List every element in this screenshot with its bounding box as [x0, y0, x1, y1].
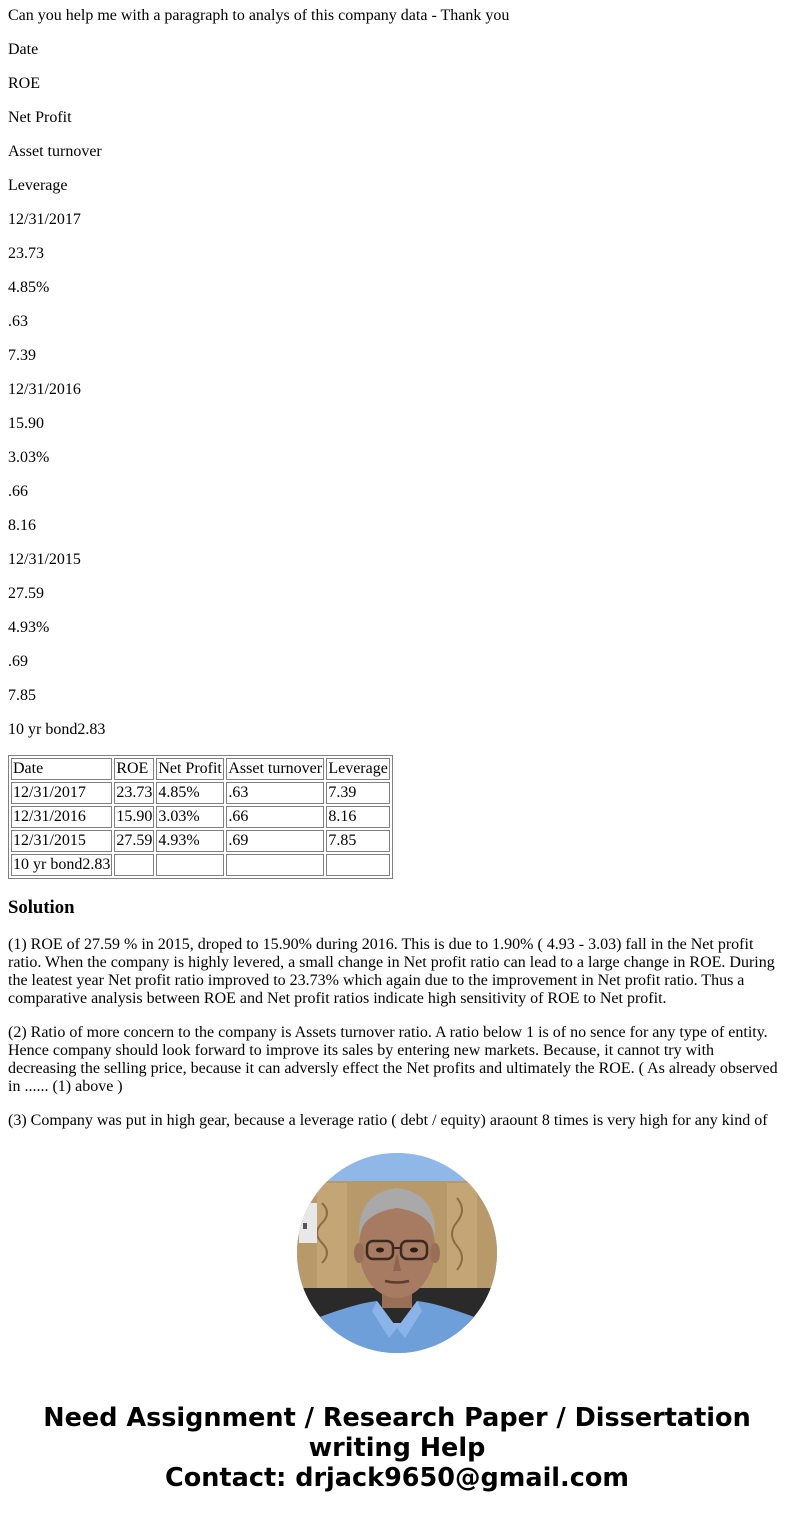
table-cell: 8.16	[326, 806, 390, 828]
solution-paragraph-3: (3) Company was put in high gear, because a leverage ratio ( debt / equity) araount 8 times is very high for any kind of	[8, 1112, 768, 1129]
plain-line: .69	[8, 653, 28, 670]
plain-line: 23.73	[8, 245, 44, 262]
table-cell: 27.59	[114, 830, 154, 852]
solution-section	[8, 897, 786, 1130]
header-cell-roe: ROE	[114, 758, 154, 780]
author-avatar	[297, 1153, 497, 1353]
solution-heading: Solution	[8, 897, 75, 918]
header-cell-net-profit: Net Profit	[156, 758, 224, 780]
plain-line: 3.03%	[8, 449, 50, 466]
table-cell: 12/31/2017	[11, 782, 112, 804]
solution-paragraph-1: (1) ROE of 27.59 % in 2015, droped to 15.90% during 2016. This is due to 1.90% ( 4.93 - 3.03) fall in the Net profit ratio. When the company is highly levered, a small change in Net profit ratio can lead to a large change in ROE. During the leatest year Net profit ratio improved to 23.73% which again due to the improvement in Net profit ratio. Thus a comparative analysis between ROE and Net profit ratios indicate high sensitivity of ROE to Net profit.	[8, 936, 775, 1007]
header-cell-leverage: Leverage	[326, 758, 390, 780]
plain-line: ROE	[8, 75, 40, 92]
header-cell-date: Date	[11, 758, 112, 780]
table-cell: 10 yr bond2.83	[11, 854, 112, 876]
promo-contact-email: Contact: drjack9650@gmail.com	[165, 1463, 629, 1493]
plain-line: 4.85%	[8, 279, 50, 296]
table-cell: 4.93%	[156, 830, 224, 852]
table-row	[11, 806, 390, 828]
table-cell: 12/31/2015	[11, 830, 112, 852]
table-row	[11, 830, 390, 852]
table-cell: .69	[226, 830, 324, 852]
table-header-row	[11, 758, 390, 780]
plain-line: 15.90	[8, 415, 44, 432]
plain-line: Net Profit	[8, 109, 72, 126]
plain-line: .63	[8, 313, 28, 330]
table-cell: 4.85%	[156, 782, 224, 804]
table-row	[11, 854, 390, 876]
table-cell	[326, 854, 390, 876]
promo-line-1: Need Assignment / Research Paper / Dissertation	[43, 1403, 751, 1433]
plain-line: Leverage	[8, 177, 68, 194]
table-cell: 12/31/2016	[11, 806, 112, 828]
plain-line: 7.85	[8, 687, 36, 704]
plain-line: 8.16	[8, 517, 36, 534]
plain-line: 12/31/2016	[8, 381, 81, 398]
table-cell: 7.85	[326, 830, 390, 852]
person-photo-avatar-icon	[297, 1153, 497, 1353]
plain-line: 27.59	[8, 585, 44, 602]
table-cell: 3.03%	[156, 806, 224, 828]
table-cell	[226, 854, 324, 876]
plain-line: .66	[8, 483, 28, 500]
table-cell	[114, 854, 154, 876]
plain-line: 10 yr bond2.83	[8, 721, 106, 738]
question-title: Can you help me with a paragraph to analys of this company data - Thank you	[8, 7, 510, 24]
promo-line-2: writing Help	[308, 1433, 486, 1463]
table-cell: .66	[226, 806, 324, 828]
plain-line: Date	[8, 41, 39, 58]
plain-line: 12/31/2017	[8, 211, 81, 228]
table-cell	[156, 854, 224, 876]
plain-line: 12/31/2015	[8, 551, 81, 568]
table-cell: 7.39	[326, 782, 390, 804]
header-cell-asset-turnover: Asset turnover	[226, 758, 324, 780]
table-cell: 15.90	[114, 806, 154, 828]
plain-line: 4.93%	[8, 619, 50, 636]
promo-banner	[0, 1403, 794, 1493]
table-cell: 23.73	[114, 782, 154, 804]
table-row	[11, 782, 390, 804]
question-plain-data	[8, 41, 786, 739]
solution-paragraph-2: (2) Ratio of more concern to the company is Assets turnover ratio. A ratio below 1 is of no sence for any type of entity. Hence company should look forward to improve its sales by entering new markets. Because, it cannot try with decreasing the selling price, because it can adversly effect the Net profits and ultimately the ROE. ( As already observed in ...... (1) above )	[8, 1024, 778, 1095]
financial-data-table	[8, 755, 393, 879]
plain-line: Asset turnover	[8, 143, 102, 160]
table-cell: .63	[226, 782, 324, 804]
plain-line: 7.39	[8, 347, 36, 364]
